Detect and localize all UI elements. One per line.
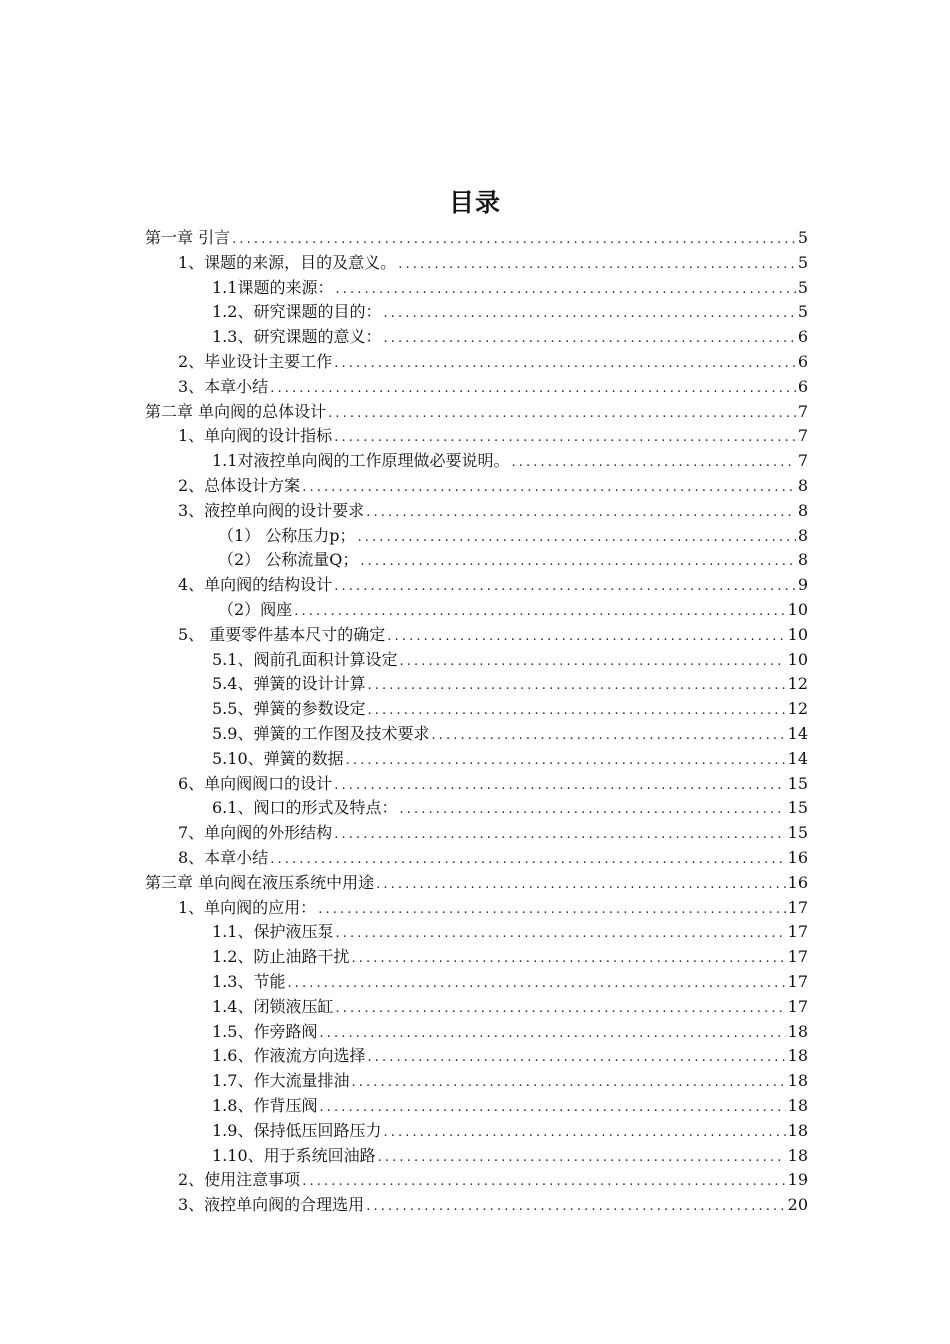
toc-entry-page: 20 <box>787 1195 808 1215</box>
toc-entry-text: 1.1课题的来源： <box>212 277 334 297</box>
toc-entry-text: （2）阀座 <box>218 600 293 619</box>
toc-entry-text: 1.2、防止油路干扰 <box>212 947 350 967</box>
toc-leader <box>399 648 785 675</box>
toc-entry-text: 5.9、弹簧的工作图及技术要求 <box>212 724 430 743</box>
toc-entry-page: 16 <box>787 872 808 892</box>
toc-entry-text: 1.2、研究课题的目的： <box>212 302 382 322</box>
toc-entry[interactable] <box>212 300 808 325</box>
toc-entry-text: 5、 重要零件基本尺寸的确定 <box>178 624 386 644</box>
toc-entry[interactable] <box>178 821 808 846</box>
toc-entry-page: 17 <box>787 972 808 991</box>
toc-entry-page: 19 <box>787 1170 808 1190</box>
toc-entry[interactable] <box>212 1144 808 1169</box>
toc-entry[interactable] <box>212 1069 808 1094</box>
toc-entry-text: 1.8、作背压阀 <box>212 1096 318 1115</box>
toc-leader <box>376 871 786 898</box>
toc-entry[interactable] <box>178 846 808 871</box>
toc-entry-page: 17 <box>787 947 808 967</box>
toc-entry-page: 18 <box>787 1046 808 1066</box>
toc-leader <box>366 1193 785 1220</box>
toc-entry[interactable] <box>212 920 808 945</box>
toc-entry-page: 17 <box>787 922 808 942</box>
toc-entry-page: 5 <box>797 277 808 297</box>
toc-entry[interactable] <box>212 945 808 970</box>
toc-entry-page: 7 <box>797 426 808 446</box>
toc-entry-text: 6、单向阀阀口的设计 <box>178 773 333 793</box>
toc-entry[interactable] <box>178 623 808 648</box>
toc-entry[interactable] <box>212 1020 808 1045</box>
toc-leader <box>511 449 795 476</box>
toc-entry[interactable] <box>212 1119 808 1144</box>
toc-entry-text: 1.5、作旁路阀 <box>212 1021 318 1041</box>
toc-entry-text: 1.3、研究课题的意义： <box>212 327 382 347</box>
toc-leader <box>334 350 796 377</box>
toc-leader <box>302 474 796 501</box>
toc-entry-page: 8 <box>797 500 808 520</box>
toc-entry-text: 1.9、保持低压回路压力 <box>212 1120 382 1140</box>
toc-leader <box>335 276 795 303</box>
toc-leader <box>335 920 785 947</box>
toc-entry-page: 12 <box>787 699 808 719</box>
toc-leader <box>431 722 785 749</box>
toc-entry-text: 1.1对液控单向阀的工作原理做必要说明。 <box>212 451 510 471</box>
toc-entry-page: 10 <box>787 600 808 619</box>
toc-leader <box>367 672 785 699</box>
toc-leader <box>367 1044 785 1071</box>
toc-leader <box>318 896 785 923</box>
toc-entry-page: 12 <box>787 674 808 694</box>
toc-entry-text: 1.10、用于系统回油路 <box>212 1145 376 1165</box>
toc-entry-page: 15 <box>787 773 808 793</box>
toc-leader <box>334 573 796 600</box>
toc-entry-text: 2、使用注意事项 <box>178 1170 301 1190</box>
toc-entry-text: 1.7、作大流量排油 <box>212 1071 350 1091</box>
toc-entry-page: 18 <box>787 1096 808 1115</box>
toc-entry[interactable] <box>178 350 808 375</box>
toc-leader <box>366 499 796 526</box>
toc-entry[interactable] <box>178 474 808 499</box>
toc-entry[interactable] <box>218 548 808 573</box>
toc-entry[interactable] <box>178 1193 808 1218</box>
toc-entry-page: 16 <box>787 848 808 867</box>
toc-entry[interactable] <box>178 375 808 400</box>
toc-leader <box>367 697 785 724</box>
toc-entry[interactable] <box>178 251 808 276</box>
toc-leader <box>383 325 795 352</box>
toc-leader <box>346 747 786 774</box>
toc-entry-text: 1、单向阀的应用： <box>178 897 317 917</box>
toc-entry-page: 8 <box>797 525 808 545</box>
toc-leader <box>398 251 796 278</box>
toc-entry-text: （2） 公称流量Q； <box>218 550 359 570</box>
toc-entry[interactable] <box>145 226 808 251</box>
toc-entry[interactable] <box>218 598 808 623</box>
toc-entry[interactable] <box>212 697 808 722</box>
toc-entry-page: 18 <box>787 1145 808 1165</box>
toc-entry[interactable] <box>212 1094 808 1119</box>
toc-leader <box>334 424 796 451</box>
toc-leader <box>351 1069 785 1096</box>
toc-entry-text: 5.10、弹簧的数据 <box>212 748 344 768</box>
toc-entry-text: 8、本章小结 <box>178 848 269 867</box>
toc-leader <box>287 970 785 997</box>
toc-entry-text: （1） 公称压力p； <box>218 525 356 545</box>
toc-entry-text: 3、本章小结 <box>178 376 269 396</box>
toc-entry[interactable] <box>212 722 808 747</box>
toc-entry-page: 17 <box>787 897 808 917</box>
toc-leader <box>335 995 785 1022</box>
toc-leader <box>232 226 796 253</box>
toc-entry-page: 14 <box>787 724 808 743</box>
toc-leader <box>302 1168 785 1195</box>
toc-entry[interactable] <box>145 400 808 425</box>
toc-entry-page: 18 <box>787 1021 808 1041</box>
toc-entry-text: 第三章 单向阀在液压系统中用途 <box>145 872 375 892</box>
toc-entry[interactable] <box>212 672 808 697</box>
toc-entry-page: 6 <box>797 327 808 347</box>
page-title: 目录 <box>448 188 501 217</box>
toc-entry-text: 3、液控单向阀的合理选用 <box>178 1195 365 1215</box>
toc-entry-text: 1.1、保护液压泵 <box>212 922 334 942</box>
toc-entry-page: 8 <box>797 550 808 570</box>
toc-entry-text: 2、总体设计方案 <box>178 476 301 495</box>
toc-leader <box>328 400 796 427</box>
toc-entry-page: 15 <box>787 823 808 843</box>
toc-entry-page: 9 <box>797 575 808 595</box>
toc-entry-page: 5 <box>797 228 808 247</box>
toc-leader <box>399 796 785 823</box>
toc-entry[interactable] <box>212 648 808 673</box>
toc-entry-text: 5.4、弹簧的设计计算 <box>212 674 366 694</box>
toc-entry-text: 7、单向阀的外形结构 <box>178 823 333 843</box>
toc-entry[interactable] <box>145 871 808 896</box>
toc-entry[interactable] <box>212 970 808 995</box>
toc-entry-page: 18 <box>787 1071 808 1091</box>
toc-entry-page: 7 <box>797 401 808 421</box>
toc-leader <box>351 945 785 972</box>
toc-leader <box>334 821 785 848</box>
toc-entry-text: 5.5、弹簧的参数设定 <box>212 699 366 719</box>
toc-entry[interactable] <box>178 1168 808 1193</box>
toc-leader <box>383 1119 785 1146</box>
toc-leader <box>294 598 785 625</box>
toc-entry-page: 5 <box>797 252 808 272</box>
toc-entry[interactable] <box>218 524 808 549</box>
toc-entry-page: 6 <box>797 376 808 396</box>
toc-entry[interactable] <box>178 573 808 598</box>
toc-leader <box>383 300 795 327</box>
toc-entry-text: 第二章 单向阀的总体设计 <box>145 401 327 421</box>
toc-leader <box>378 1144 786 1171</box>
toc-entry[interactable] <box>178 424 808 449</box>
toc-entry-text: 3、液控单向阀的设计要求 <box>178 500 365 520</box>
toc-entry[interactable] <box>212 449 808 474</box>
toc-entry[interactable] <box>212 325 808 350</box>
toc-entry[interactable] <box>212 747 808 772</box>
toc-entry-page: 10 <box>787 649 808 669</box>
toc-leader <box>387 623 785 650</box>
toc-entry-text: 5.1、阀前孔面积计算设定 <box>212 649 398 669</box>
toc-entry[interactable] <box>178 772 808 797</box>
toc-entry-page: 15 <box>787 798 808 818</box>
toc-entry-text: 第一章 引言 <box>145 228 231 247</box>
toc-entry[interactable] <box>212 995 808 1020</box>
toc-leader <box>358 524 796 551</box>
toc-entry-text: 1.3、节能 <box>212 972 286 991</box>
toc-entry-page: 6 <box>797 352 808 371</box>
toc-entry[interactable] <box>212 1044 808 1069</box>
toc-entry-text: 6.1、阀口的形式及特点： <box>212 798 398 818</box>
toc-entry[interactable] <box>178 896 808 921</box>
toc-leader <box>270 375 796 402</box>
toc-entry-page: 10 <box>787 624 808 644</box>
toc-entry-page: 7 <box>797 451 808 471</box>
toc-entry-text: 4、单向阀的结构设计 <box>178 575 333 595</box>
toc-entry-page: 14 <box>787 748 808 768</box>
toc-entry-text: 1、课题的来源，目的及意义。 <box>178 252 397 272</box>
toc-entry-page: 18 <box>787 1120 808 1140</box>
toc-leader <box>319 1094 785 1121</box>
toc-entry-text: 1.4、闭锁液压缸 <box>212 996 334 1016</box>
toc-leader <box>360 548 795 575</box>
toc-entry[interactable] <box>178 499 808 524</box>
toc-entry-page: 5 <box>797 302 808 322</box>
toc-entry[interactable] <box>212 276 808 301</box>
toc-entry-text: 2、毕业设计主要工作 <box>178 352 333 371</box>
toc-entry-text: 1.6、作液流方向选择 <box>212 1046 366 1066</box>
toc-entry-page: 8 <box>797 476 808 495</box>
toc-leader <box>270 846 785 873</box>
toc-entry-page: 17 <box>787 996 808 1016</box>
toc-leader <box>319 1020 785 1047</box>
toc-leader <box>334 772 785 799</box>
toc-entry[interactable] <box>212 796 808 821</box>
toc-entry-text: 1、单向阀的设计指标 <box>178 426 333 446</box>
